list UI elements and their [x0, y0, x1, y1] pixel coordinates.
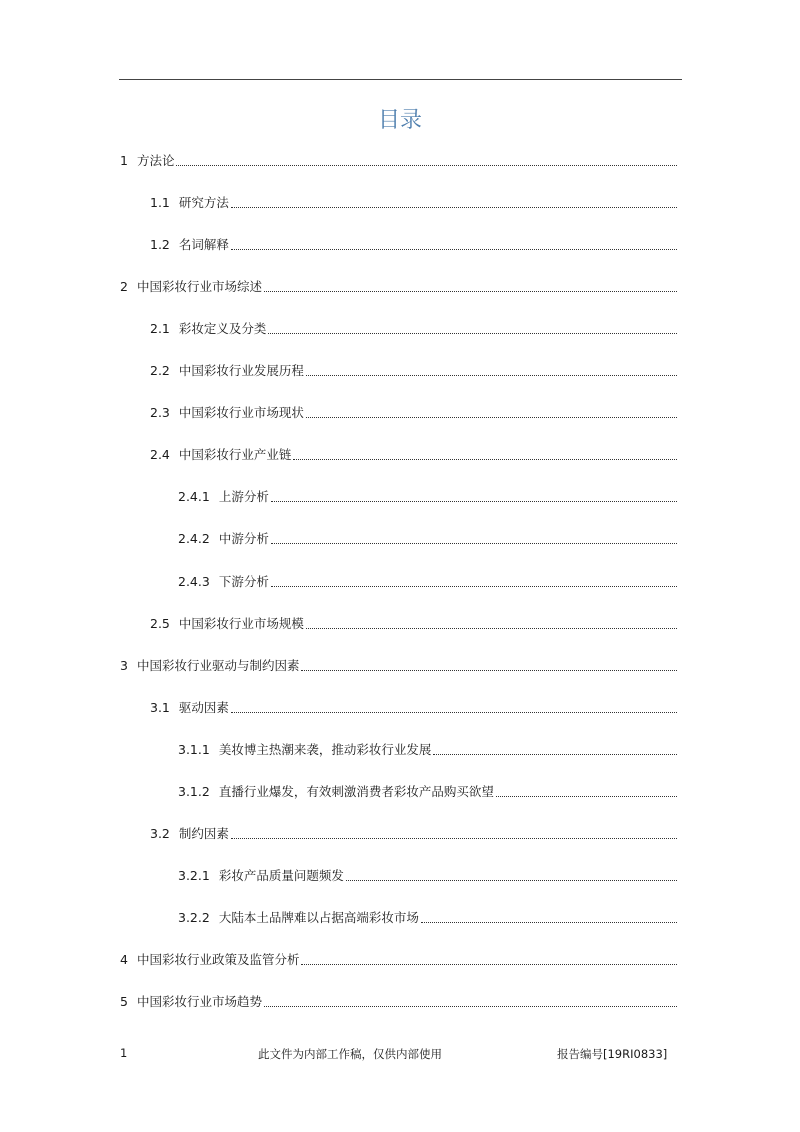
toc-entry[interactable]	[150, 824, 677, 844]
toc-dot-leader	[271, 585, 677, 587]
toc-entry-title: 大陆本土品牌难以占据高端彩妆市场	[218, 910, 419, 925]
toc-entry-number: 1	[120, 153, 128, 168]
toc-entry-number: 2.3	[150, 405, 170, 420]
toc-entry-title: 中国彩妆行业市场规模	[178, 616, 304, 631]
toc-dot-leader	[271, 500, 677, 502]
toc-entry-title: 美妆博主热潮来袭，推动彩妆行业发展	[218, 742, 432, 757]
toc-entry-title: 中游分析	[218, 531, 269, 546]
toc-entry-number: 2.5	[150, 616, 170, 631]
toc-entry[interactable]	[178, 740, 677, 760]
toc-entry-number: 2.4.1	[178, 489, 210, 504]
toc-entry[interactable]	[150, 361, 677, 381]
toc-entry-number: 3.1.2	[178, 784, 210, 799]
report-number: 报告编号[19RI0833]	[557, 1047, 668, 1061]
toc-dot-leader	[433, 753, 677, 755]
toc-dot-leader	[268, 332, 677, 334]
toc-entry-number: 3.1.1	[178, 742, 210, 757]
toc-entry-number: 2.2	[150, 363, 170, 378]
toc-entry-title: 中国彩妆行业产业链	[178, 447, 292, 462]
toc-entry-number: 3	[120, 658, 128, 673]
toc-entry[interactable]	[120, 656, 677, 676]
toc-entry-title: 彩妆定义及分类	[178, 321, 267, 336]
toc-entry-title: 研究方法	[178, 195, 229, 210]
toc-entry-number: 3.2.2	[178, 910, 210, 925]
toc-dot-leader	[496, 795, 677, 797]
toc-entry-title: 彩妆产品质量问题频发	[218, 868, 344, 883]
toc-entry[interactable]	[150, 319, 677, 339]
toc-entry-number: 1.2	[150, 237, 170, 252]
confidentiality-notice: 此文件为内部工作稿，仅供内部使用	[258, 1047, 442, 1061]
toc-dot-leader	[301, 963, 677, 965]
toc-dot-leader	[231, 837, 677, 839]
toc-entry-title: 名词解释	[178, 237, 229, 252]
toc-entry-title: 下游分析	[218, 574, 269, 589]
toc-entry[interactable]	[178, 908, 677, 928]
toc-entry-number: 3.2.1	[178, 868, 210, 883]
toc-entry[interactable]	[120, 277, 677, 297]
toc-entry[interactable]	[178, 866, 677, 886]
toc-dot-leader	[264, 290, 677, 292]
toc-entry-title: 方法论	[136, 153, 175, 168]
toc-entry[interactable]	[150, 193, 677, 213]
toc-dot-leader	[346, 879, 677, 881]
toc-dot-leader	[293, 458, 677, 460]
toc-entry[interactable]	[178, 487, 677, 507]
toc-entry[interactable]	[120, 950, 677, 970]
toc-dot-leader	[271, 542, 677, 544]
toc-entry-number: 3.2	[150, 826, 170, 841]
toc-entry[interactable]	[120, 151, 677, 171]
toc-entry-title: 中国彩妆行业市场综述	[136, 279, 262, 294]
toc-dot-leader	[264, 1005, 677, 1007]
toc-dot-leader	[231, 248, 677, 250]
toc-dot-leader	[301, 669, 677, 671]
toc-dot-leader	[421, 921, 677, 923]
toc-entry[interactable]	[150, 614, 677, 634]
toc-entry-title: 中国彩妆行业市场现状	[178, 405, 304, 420]
toc-entry-title: 中国彩妆行业市场趋势	[136, 994, 262, 1009]
toc-entry-title: 直播行业爆发，有效刺激消费者彩妆产品购买欲望	[218, 784, 494, 799]
toc-entry-title: 中国彩妆行业发展历程	[178, 363, 304, 378]
toc-dot-leader	[231, 711, 677, 713]
toc-dot-leader	[306, 627, 677, 629]
toc-entry[interactable]	[178, 782, 677, 802]
page-footer	[0, 1046, 800, 1064]
toc-title: 目录	[377, 108, 422, 133]
toc-entry-title: 中国彩妆行业政策及监管分析	[136, 952, 300, 967]
toc-dot-leader	[176, 164, 677, 166]
toc-entry-number: 2	[120, 279, 128, 294]
toc-entry-number: 5	[120, 994, 128, 1009]
toc-entry[interactable]	[120, 992, 677, 1012]
toc-entry-number: 2.4	[150, 447, 170, 462]
page-number: 1	[120, 1046, 128, 1060]
toc-entry-number: 2.4.2	[178, 531, 210, 546]
toc-entry-title: 驱动因素	[178, 700, 229, 715]
toc-entry[interactable]	[178, 572, 677, 592]
toc-entry-title: 中国彩妆行业驱动与制约因素	[136, 658, 300, 673]
toc-entry[interactable]	[150, 403, 677, 423]
toc-entry[interactable]	[178, 529, 677, 549]
toc-dot-leader	[231, 206, 677, 208]
toc-dot-leader	[306, 416, 677, 418]
toc-entry[interactable]	[150, 698, 677, 718]
toc-entry[interactable]	[150, 235, 677, 255]
toc-entry[interactable]	[150, 445, 677, 465]
toc-entry-number: 4	[120, 952, 128, 967]
toc-entry-number: 2.1	[150, 321, 170, 336]
toc-entry-number: 1.1	[150, 195, 170, 210]
toc-dot-leader	[306, 374, 677, 376]
toc-entry-title: 上游分析	[218, 489, 269, 504]
toc-entry-title: 制约因素	[178, 826, 229, 841]
toc-entry-number: 3.1	[150, 700, 170, 715]
toc-entry-number: 2.4.3	[178, 574, 210, 589]
